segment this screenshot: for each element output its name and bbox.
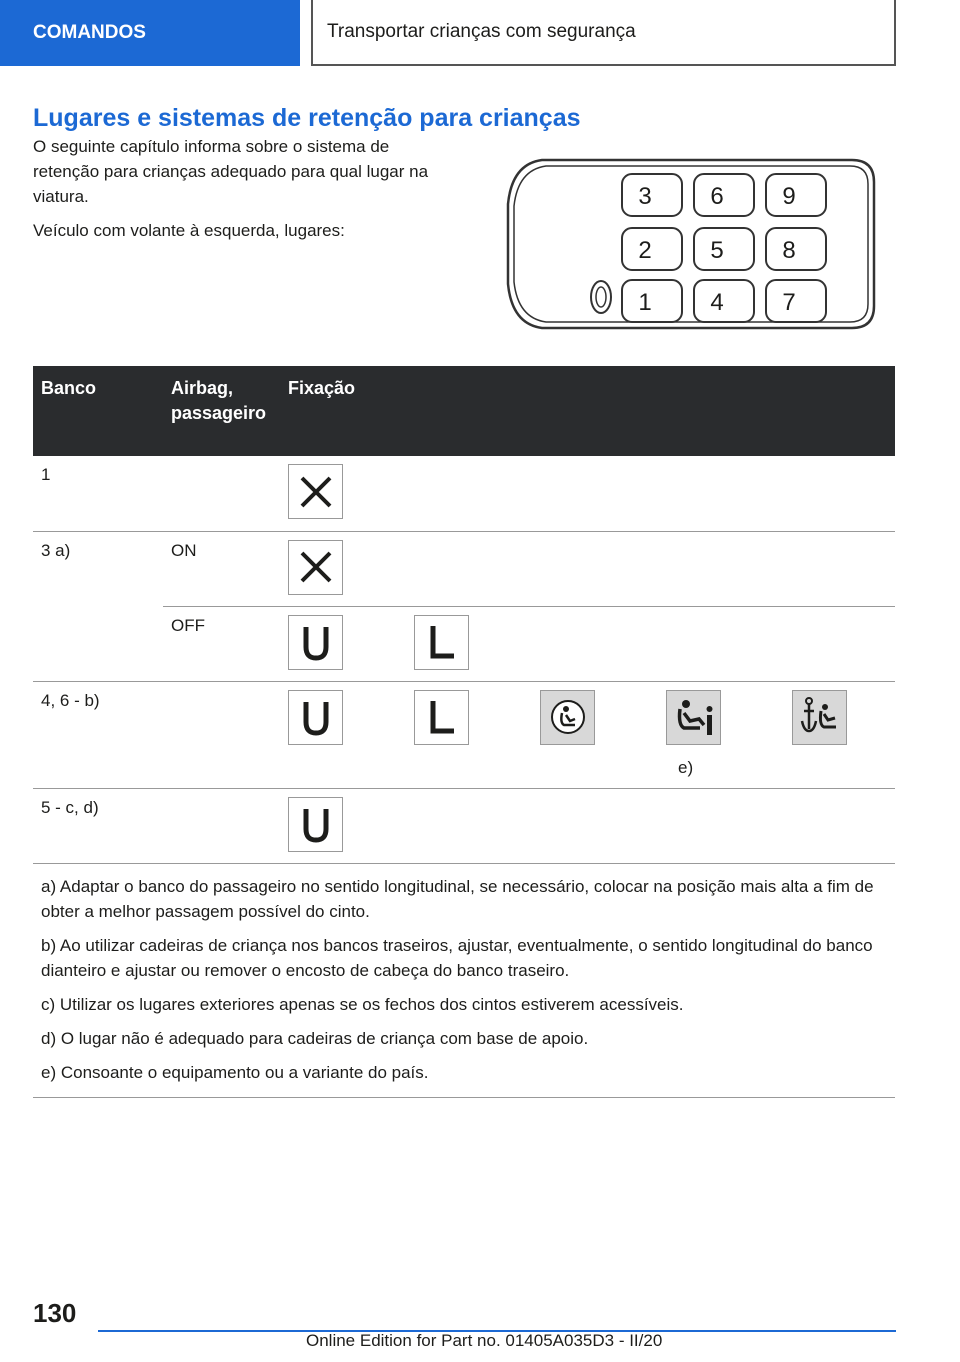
isofix-anchor-child-seat-icon xyxy=(792,690,847,745)
universal-u-icon xyxy=(288,690,343,745)
seat-3 xyxy=(622,174,682,216)
column-header-airbag: Airbag, passageiro xyxy=(163,366,280,456)
semi-universal-l-icon xyxy=(414,690,469,745)
airbag-cell xyxy=(163,788,280,863)
universal-u-icon xyxy=(288,797,343,852)
seat-number: 7 xyxy=(782,289,796,316)
seat-cell: 5 - c, d) xyxy=(33,788,163,863)
seat-grid xyxy=(622,174,826,322)
footnote: d) O lugar não é adequado para cadeiras de criança com base de apoio. xyxy=(41,1029,589,1048)
seat-cell: 4, 6 - b) xyxy=(33,681,163,788)
seat-8 xyxy=(766,228,826,270)
airbag-cell xyxy=(163,681,280,788)
fixation-cell xyxy=(280,531,895,606)
page-title: Lugares e sistemas de retenção para crianças xyxy=(33,104,581,132)
footnote: c) Utilizar os lugares exteriores apenas se os fechos dos cintos estiverem acessíveis. xyxy=(41,995,684,1014)
seat-cell: 1 xyxy=(33,456,163,531)
seat-7 xyxy=(766,280,826,322)
footnote: b) Ao utilizar cadeiras de criança nos bancos traseiros, ajustar, eventualmente, o sentido longitudinal do banco dianteiro e ajustar ou remover o encosto de cabeça do banco traseiro. xyxy=(41,936,873,980)
not-allowed-icon xyxy=(288,464,343,519)
seat-cell: 3 a) xyxy=(33,531,163,681)
column-header-fixation: Fixação xyxy=(280,366,895,456)
page-number: 130 xyxy=(33,1298,77,1328)
icon-footnote: e) xyxy=(678,757,694,777)
seat-6 xyxy=(694,174,754,216)
table-row xyxy=(33,606,895,681)
intro-paragraph: O seguinte capítulo informa sobre o sistema de retenção para crianças adequado para qual lugar na viatura. xyxy=(33,137,429,206)
intro-text xyxy=(33,134,453,252)
seat-5 xyxy=(694,228,754,270)
footer-edition: Online Edition for Part no. 01405A035D3 - II/20 xyxy=(306,1331,663,1350)
isofix-child-seat-icon xyxy=(540,690,595,745)
footnote: e) Consoante o equipamento ou a variante do país. xyxy=(41,1063,429,1082)
seat-number: 6 xyxy=(710,183,724,210)
chapter-title: Transportar crianças com segurança xyxy=(327,21,636,42)
seat-number: 9 xyxy=(782,183,796,210)
footnote: a) Adaptar o banco do passageiro no sentido longitudinal, se necessário, colocar na posição mais alta a fim de obter a melhor passagem possível do cinto. xyxy=(41,877,874,921)
section-label: COMANDOS xyxy=(33,22,146,43)
chapter-header xyxy=(311,0,896,66)
seat-number: 5 xyxy=(710,237,724,264)
table-header-row xyxy=(33,366,895,456)
seat-number: 8 xyxy=(782,237,796,264)
universal-u-icon xyxy=(288,615,343,670)
i-size-child-seat-icon xyxy=(666,690,721,745)
child-seat-fixation-table xyxy=(33,366,895,864)
fixation-cell xyxy=(280,788,895,863)
airbag-cell xyxy=(163,456,280,531)
table-row xyxy=(33,456,895,531)
intro-paragraph: Veículo com volante à esquerda, lugares: xyxy=(33,221,345,240)
steering-wheel-icon xyxy=(591,281,611,313)
airbag-cell: OFF xyxy=(163,606,280,681)
column-header-seat: Banco xyxy=(33,366,163,456)
seat-number: 3 xyxy=(638,183,652,210)
seat-number: 4 xyxy=(710,289,724,316)
seat-9 xyxy=(766,174,826,216)
fixation-cell xyxy=(280,681,895,788)
seat-number: 2 xyxy=(638,237,652,264)
table-row xyxy=(33,681,895,788)
semi-universal-l-icon xyxy=(414,615,469,670)
fixation-cell xyxy=(280,456,895,531)
airbag-cell: ON xyxy=(163,531,280,606)
seat-layout-diagram xyxy=(502,154,882,334)
fixation-cell xyxy=(280,606,895,681)
not-allowed-icon xyxy=(288,540,343,595)
section-tab[interactable] xyxy=(0,0,300,66)
table-row xyxy=(33,788,895,863)
seat-2 xyxy=(622,228,682,270)
footnotes xyxy=(33,866,895,1098)
i-size-icon-group xyxy=(666,690,721,779)
seat-1 xyxy=(622,280,682,322)
seat-number: 1 xyxy=(638,289,652,316)
table-row xyxy=(33,531,895,606)
seat-4 xyxy=(694,280,754,322)
